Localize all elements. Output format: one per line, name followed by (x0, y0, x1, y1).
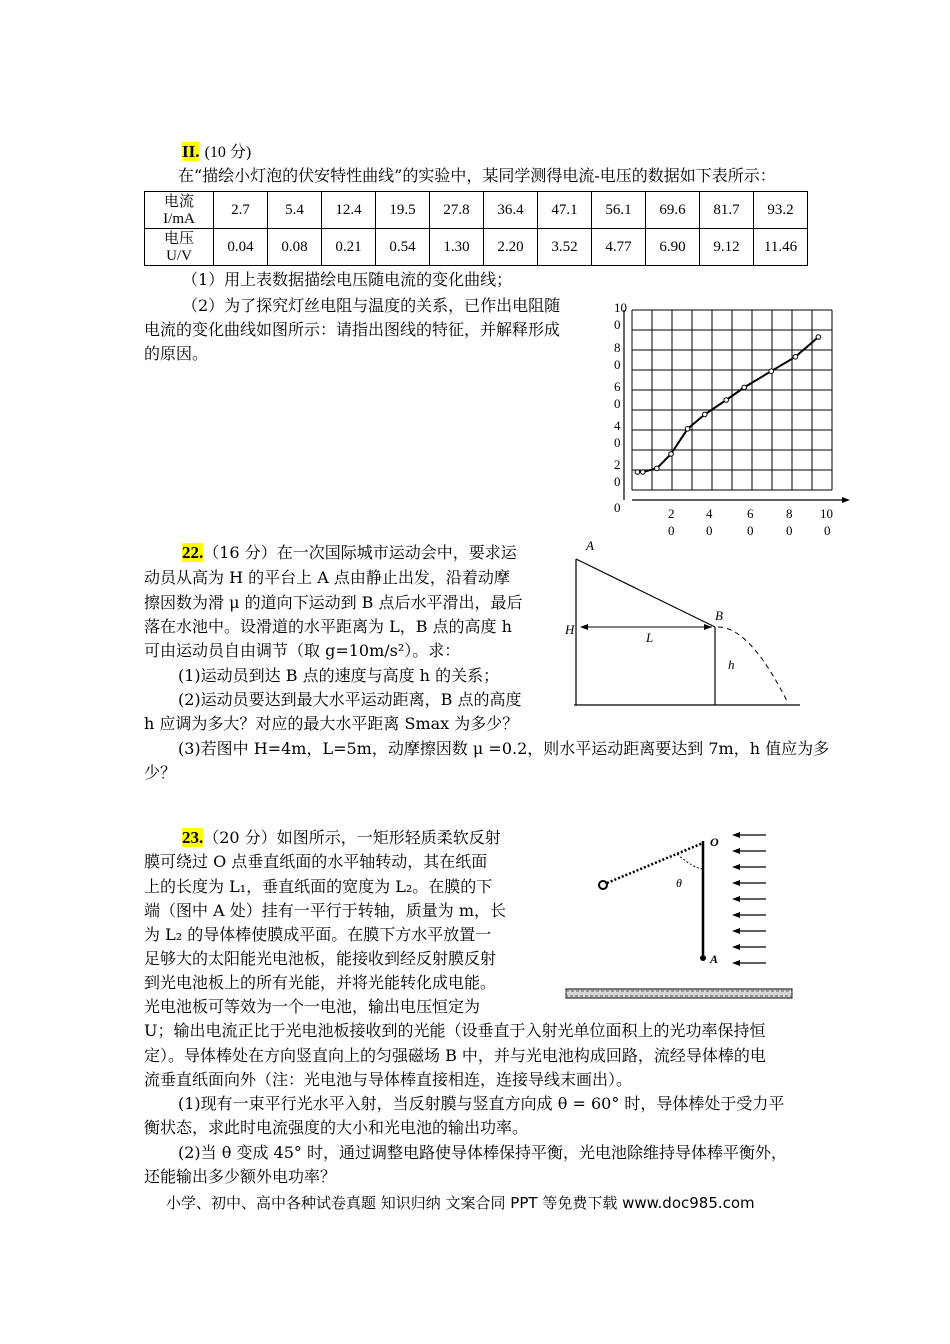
q23-line11: 流垂直纸面向外（注：光电池与导体棒直接相连，连接导线末画出）。 (144, 1070, 633, 1089)
current-label: 电流 (163, 191, 194, 210)
table-cell: 2.20 (484, 229, 538, 266)
x-tick-label: 10 (820, 506, 833, 521)
table-cell: 47.1 (538, 192, 592, 229)
q23-line10: 定）。导体棒处在方向竖直向上的匀强磁场 B 中，并与光电池构成回路，流经导体棒的电 (144, 1046, 766, 1065)
q22-line3: 擦因数为滑 μ 的道向下运动到 B 点后水平滑出，最后 (144, 593, 523, 612)
table-cell: 69.6 (646, 192, 700, 229)
x-tick-label: 2 (668, 506, 675, 521)
y-tick-label: 0 (614, 435, 621, 450)
L-arrowhead-left (580, 624, 588, 630)
slide-figure (560, 535, 810, 715)
section-header (182, 142, 251, 163)
q22-line6: (1)运动员到达 B 点的速度与高度 h 的关系； (178, 666, 500, 685)
y-tick-label: 6 (614, 379, 621, 394)
y-tick-label: 0 (614, 357, 621, 372)
table-row-current (145, 192, 808, 229)
label-O: O (710, 835, 719, 849)
q23-line13: 衡状态，求此时电流强度的大小和光电池的输出功率。 (144, 1118, 529, 1137)
solar-panel (566, 989, 792, 998)
q22-number: 22. (182, 543, 204, 562)
label-L: L (646, 630, 654, 645)
table-cell: 2.7 (214, 192, 268, 229)
q22-text-1: （16 分）在一次国际城市运动会中，要求运 (203, 543, 517, 562)
table-cell: 12.4 (322, 192, 376, 229)
data-point (724, 398, 729, 403)
y-tick-label: 4 (614, 418, 621, 433)
q23-line7: 到光电池板上的所有光能，并将光能转化成电能。 (144, 973, 497, 992)
slide-incline (576, 559, 715, 627)
section-intro: 在“描绘小灯泡的伏安特性曲线”的实验中，某同学测得电流-电压的数据如下表所示： (178, 166, 776, 185)
current-header (145, 192, 214, 229)
data-curve (637, 337, 818, 472)
data-points (635, 335, 821, 475)
x-tick-label: 0 (786, 523, 793, 538)
q23-line12: (1)现有一束平行光水平入射，当反射膜与竖直方向成 θ = 60° 时，导体棒处于受力平 (178, 1094, 785, 1113)
x-tick-label: 0 (706, 523, 713, 538)
light-ray-head (732, 928, 740, 934)
table-cell: 0.54 (376, 229, 430, 266)
x-axis-arrow (842, 497, 850, 503)
q23-line3: 上的长度为 L₁，垂直纸面的宽度为 L₂。在膜的下 (144, 877, 493, 896)
label-H: H (565, 622, 575, 637)
q22-line2: 动员从高为 H 的平台上 A 点由静止出发，沿着动摩 (144, 568, 510, 587)
rod-end-circle (599, 881, 607, 889)
footer: 小学、初中、高中各种试卷真题 知识归纳 文案合同 PPT 等免费下载 www.doc985.com (166, 1194, 755, 1212)
light-ray-head (732, 880, 740, 886)
data-point (669, 452, 674, 457)
light-ray-head (732, 864, 740, 870)
x-tick-label: 0 (747, 523, 754, 538)
table-cell: 5.4 (268, 192, 322, 229)
reflective-film (607, 843, 703, 883)
y-tick-label: 0 (614, 396, 621, 411)
table-cell: 4.77 (592, 229, 646, 266)
table-row-voltage (145, 229, 808, 266)
question-2-line2: 电流的变化曲线如图所示：请指出图线的特征，并解释形成 (144, 320, 561, 339)
light-ray-head (732, 896, 740, 902)
x-tick-label: 6 (747, 506, 754, 521)
data-point (742, 385, 747, 390)
table-cell: 56.1 (592, 192, 646, 229)
question-1: （1）用上表数据描绘电压随电流的变化曲线； (182, 270, 513, 289)
section-score: (10 分) (204, 144, 252, 161)
data-point (793, 355, 798, 360)
q22-line4: 落在水池中。设滑道的水平距离为 L，B 点的高度 h (144, 617, 512, 636)
q23-line9: U；输出电流正比于光电池板接收到的光能（设垂直于入射光单位面积上的光功率保持恒 (144, 1021, 766, 1040)
table-cell: 93.2 (754, 192, 808, 229)
q22-line9: (3)若图中 H=4m，L=5m，动摩擦因数 μ =0.2，则水平运动距离要达到 7m，h 值应为多 (178, 739, 830, 758)
table-cell: 6.90 (646, 229, 700, 266)
question-2-line3: 的原因。 (144, 344, 209, 363)
section-number: II. (182, 142, 200, 161)
table-cell: 81.7 (700, 192, 754, 229)
data-point (685, 427, 690, 432)
q23-line6: 足够大的太阳能光电池板，能接收到经反射膜反射 (144, 949, 497, 968)
data-table (144, 191, 808, 266)
light-ray-head (732, 944, 740, 950)
table-cell: 9.12 (700, 229, 754, 266)
question-2-line1: （2）为了探究灯丝电阻与温度的关系，已作出电阻随 (182, 296, 561, 315)
data-point (655, 466, 660, 471)
x-tick-label: 0 (824, 523, 831, 538)
table-cell: 36.4 (484, 192, 538, 229)
incident-light-arrows (732, 832, 766, 966)
q23-line2: 膜可绕过 O 点垂直纸面的水平轴转动，其在纸面 (144, 852, 488, 871)
y-tick-label: 10 (614, 300, 627, 315)
label-A2: A (710, 952, 719, 966)
light-ray-head (732, 912, 740, 918)
resistance-current-graph (600, 290, 850, 540)
data-point (816, 335, 821, 340)
q22-line10: 少？ (144, 763, 177, 782)
x-tick-label: 4 (706, 506, 713, 521)
y-tick-label: 0 (614, 317, 621, 332)
q23-number: 23. (182, 828, 204, 847)
x-tick-label: 8 (786, 506, 793, 521)
table-cell: 3.52 (538, 229, 592, 266)
light-ray-head (732, 960, 740, 966)
voltage-label: 电压 (163, 228, 194, 247)
q23-line4: 端（图中 A 处）挂有一平行于转轴，质量为 m，长 (144, 901, 506, 920)
mirror-figure (560, 825, 800, 1005)
q23-text-1: （20 分）如图所示，一矩形轻质柔软反射 (203, 828, 501, 847)
q23-line14: (2)当 θ 变成 45° 时，通过调整电路使导体棒保持平衡，光电池除维持导体棒平衡外， (178, 1143, 788, 1162)
q22-line5: 可由运动员自由调节（取 g=10m/s²）。求： (144, 641, 461, 660)
y-tick-label: 2 (614, 457, 621, 472)
q22-line7: (2)运动员要达到最大水平运动距离，B 点的高度 (178, 690, 522, 709)
q23-line15: 还能输出多少额外电功率？ (144, 1167, 337, 1186)
label-theta: θ (676, 876, 682, 890)
table-cell: 0.08 (268, 229, 322, 266)
table-cell: 1.30 (430, 229, 484, 266)
label-B: B (715, 608, 723, 623)
x-tick-label: 0 (668, 523, 675, 538)
y-tick-label: 0 (614, 474, 621, 489)
table-cell: 27.8 (430, 192, 484, 229)
label-A: A (586, 538, 594, 553)
rod-A (700, 955, 706, 961)
q22-line8: h 应调为多大？对应的最大水平距离 Smax 为多少？ (144, 714, 519, 733)
data-point (635, 470, 640, 475)
q23-line8: 光电池板可等效为一个一电池，输出电压恒定为 (144, 997, 481, 1016)
theta-arc (677, 854, 703, 869)
table-cell: 19.5 (376, 192, 430, 229)
light-ray-head (732, 848, 740, 854)
voltage-unit: U/V (166, 247, 192, 264)
data-point (641, 470, 646, 475)
q23-line5: 为 L₂ 的导体棒使膜成平面。在膜下方水平放置一 (144, 925, 492, 944)
table-cell: 11.46 (754, 229, 808, 266)
voltage-header (145, 229, 214, 266)
current-unit: I/mA (163, 210, 195, 227)
y-tick-label: 0 (614, 500, 621, 515)
data-point (703, 412, 708, 417)
q22-line1 (182, 543, 517, 563)
label-h: h (728, 657, 735, 672)
table-cell: 0.04 (214, 229, 268, 266)
data-point (769, 369, 774, 374)
y-tick-label: 8 (614, 340, 621, 355)
q23-line1 (182, 828, 501, 848)
table-cell: 0.21 (322, 229, 376, 266)
light-ray-head (732, 832, 740, 838)
